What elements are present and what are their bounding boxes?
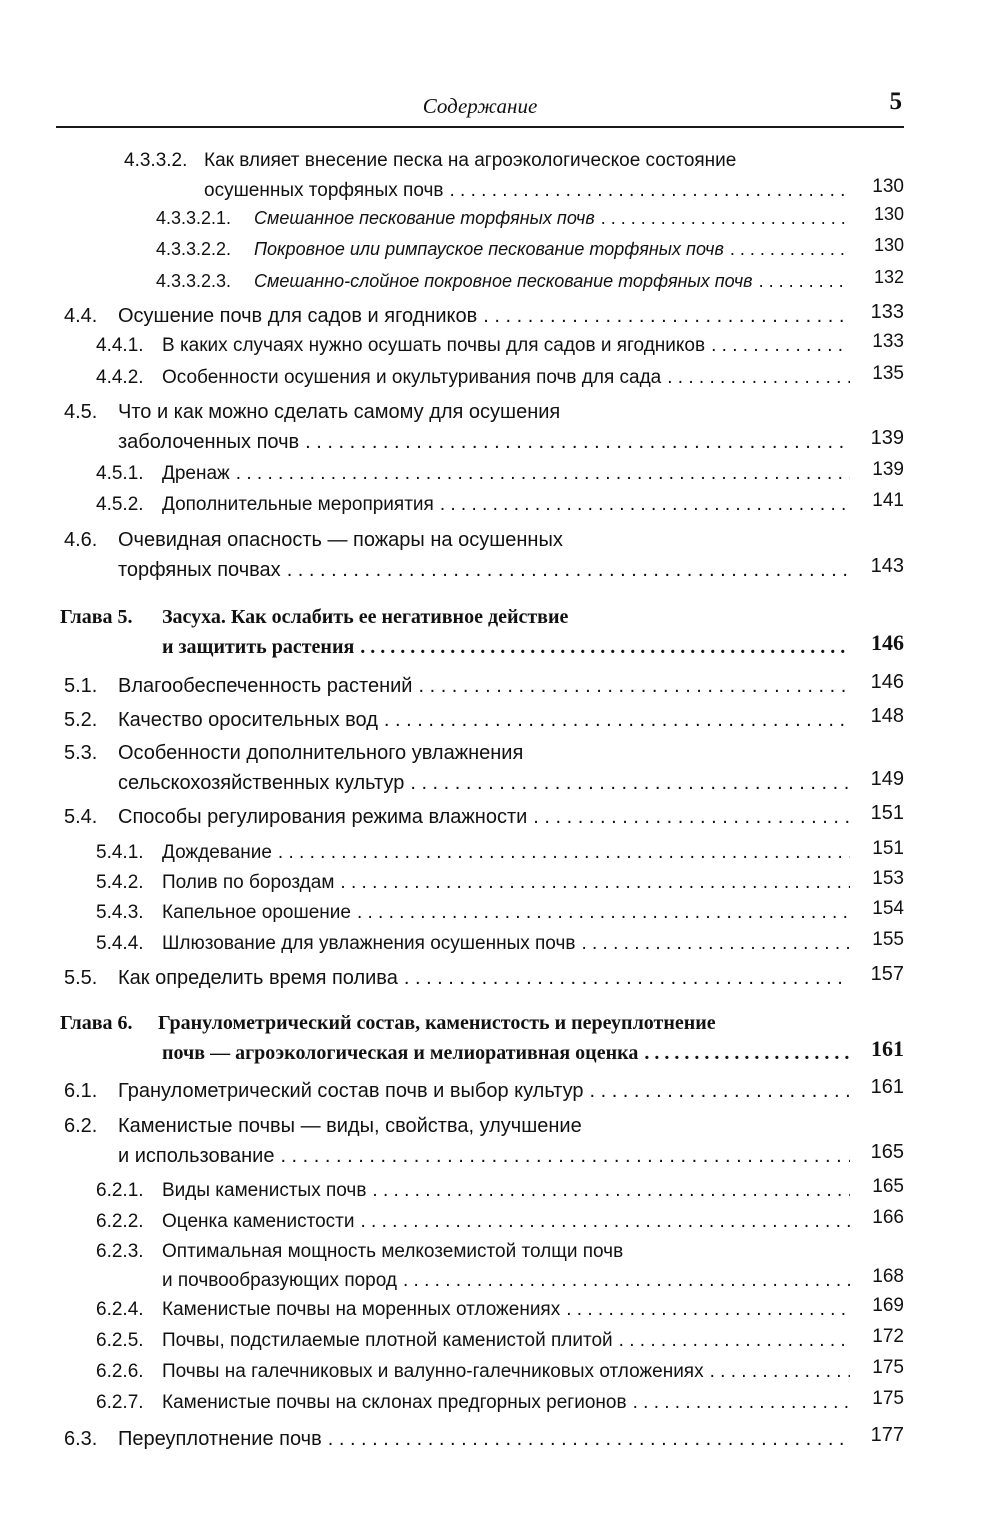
toc-entry-number: 5.4.: [64, 806, 98, 828]
header-rule: [56, 126, 904, 128]
toc-entry-leader-line: [254, 203, 856, 233]
toc-entry-title: Каменистые почвы — виды, свойства, улучшение: [118, 1115, 582, 1137]
toc-entry-leader-line: [118, 1076, 856, 1106]
toc-entry-leader-line: [162, 1207, 856, 1237]
toc-entry-leader-line: [118, 768, 856, 798]
toc-entry-number: 4.3.3.2.3.: [156, 271, 232, 291]
toc-entry-title: Гранулометрический состав почв и выбор культур: [118, 1080, 584, 1102]
toc-entry-title: Засуха. Как ослабить ее негативное действие: [162, 606, 569, 628]
toc-entry-title: Дополнительные мероприятия: [162, 494, 434, 515]
toc-entry-page: 133: [872, 331, 904, 352]
toc-entry-number: 4.3.3.2.: [124, 150, 188, 171]
toc-entry-leader-line: [162, 1295, 856, 1325]
toc-entry-page: 149: [870, 768, 904, 790]
dot-leader: [372, 1176, 850, 1206]
toc-entry-title: Каменистые почвы на моренных отложениях: [162, 1299, 561, 1320]
dot-leader: [236, 459, 850, 489]
toc-entry-leader-line: [162, 898, 856, 928]
toc-entry-title: Как определить время полива: [118, 967, 398, 989]
toc-entry-number: Глава 6.: [60, 1012, 133, 1034]
toc-entry-page: 130: [873, 204, 904, 224]
toc-entry-page: 153: [872, 868, 904, 889]
toc-entry-number: 6.2.7.: [96, 1392, 144, 1413]
toc-entry-number: 6.2.6.: [96, 1361, 144, 1382]
toc-entry-leader-line: [118, 671, 856, 701]
toc-entry-title: осушенных торфяных почв: [204, 180, 444, 201]
toc-entry-number: 4.3.3.2.2.: [156, 239, 232, 259]
dot-leader: [581, 929, 850, 959]
toc-entry-title: Полив по бороздам: [162, 872, 335, 893]
dot-leader: [305, 427, 850, 457]
toc-entry-title: Качество оросительных вод: [118, 709, 378, 731]
toc-entry-page: 161: [871, 1036, 904, 1061]
toc-entry-number: 4.5.1.: [96, 463, 144, 484]
toc-entry-title: Очевидная опасность — пожары на осушенных: [118, 529, 563, 551]
toc-entry-page: 132: [873, 267, 904, 287]
toc-entry-title: Капельное орошение: [162, 902, 351, 923]
toc-entry-title: Влагообеспеченность растений: [118, 675, 413, 697]
toc-entry-page: 151: [872, 838, 904, 859]
toc-entry-number: 6.2.1.: [96, 1180, 144, 1201]
toc-entry-title: Покровное или римпауское пескование торфяных почв: [254, 239, 724, 259]
toc-entry-page: 165: [872, 1176, 904, 1197]
dot-leader: [340, 868, 850, 898]
dot-leader: [566, 1295, 850, 1325]
toc-entry-title: Гранулометрический состав, каменистость и переуплотнение: [158, 1012, 716, 1034]
toc-entry-page: 133: [870, 301, 904, 323]
toc-entry-leader-line: [162, 1326, 856, 1356]
toc-entry-number: 6.2.5.: [96, 1330, 144, 1351]
toc-entry-title: сельскохозяйственных культур: [118, 772, 405, 794]
toc-entry-page: 169: [872, 1295, 904, 1316]
toc-entry-number: 5.4.3.: [96, 902, 144, 923]
toc-entry-number: 6.1.: [64, 1080, 98, 1102]
toc-entry-leader-line: [162, 838, 856, 868]
dot-leader: [644, 1038, 850, 1068]
dot-leader: [730, 234, 850, 264]
toc-entry-page: 175: [872, 1388, 904, 1409]
toc-entry-leader-line: [162, 459, 856, 489]
dot-leader: [450, 176, 851, 206]
dot-leader: [633, 1388, 850, 1418]
toc-entry-number: 5.1.: [64, 675, 98, 697]
toc-entry-number: Глава 5.: [60, 606, 133, 628]
toc-entry-title: Оценка каменистости: [162, 1211, 355, 1232]
toc-entry-number: 5.3.: [64, 742, 98, 764]
toc-entry-title: заболоченных почв: [118, 431, 300, 453]
toc-entry-title: Способы регулирования режима влажности: [118, 806, 528, 828]
toc-entry-title: Каменистые почвы на склонах предгорных регионов: [162, 1392, 627, 1413]
toc-entry-page: 141: [872, 490, 904, 511]
toc-entry-title: Переуплотнение почв: [118, 1428, 322, 1450]
toc-entry-leader-line: [162, 1357, 856, 1387]
dot-leader: [278, 838, 850, 868]
toc-entry-page: 139: [870, 427, 904, 449]
toc-entry-leader-line: [254, 234, 856, 264]
toc-entry-number: 6.2.2.: [96, 1211, 144, 1232]
dot-leader: [759, 266, 850, 296]
toc-entry-number: 5.2.: [64, 709, 98, 731]
toc-entry-number: 6.2.4.: [96, 1299, 144, 1320]
toc-entry-page: 172: [872, 1326, 904, 1347]
toc-entry-number: 6.2.3.: [96, 1241, 144, 1262]
toc-entry-number: 4.6.: [64, 529, 98, 551]
dot-leader: [711, 331, 850, 361]
toc-entry-page: 165: [870, 1141, 904, 1163]
toc-entry-leader-line: [162, 1388, 856, 1418]
toc-entry-number: 6.3.: [64, 1428, 98, 1450]
toc-entry-page: 143: [870, 555, 904, 577]
dot-leader: [601, 203, 850, 233]
dot-leader: [360, 632, 850, 662]
toc-entry-leader-line: [118, 963, 856, 993]
toc-entry-page: 161: [870, 1076, 904, 1098]
toc-entry-number: 5.4.2.: [96, 872, 144, 893]
toc-entry-leader-line: [118, 1141, 856, 1171]
dot-leader: [410, 768, 850, 798]
running-title: Содержание: [422, 94, 538, 118]
toc-entry-number: 5.5.: [64, 967, 98, 989]
toc-entry-page: 166: [872, 1207, 904, 1228]
toc-entry-number: 4.5.2.: [96, 494, 144, 515]
toc-entry-leader-line: [254, 266, 856, 296]
toc-entry-page: 146: [870, 671, 904, 693]
toc-entry-title: почв — агроэкологическая и мелиоративная оценка: [162, 1042, 639, 1064]
toc-entry-leader-line: [118, 555, 856, 585]
toc-entry-title: Как влияет внесение песка на агроэкологическое состояние: [204, 150, 737, 171]
toc-entry-title: Смешанно-слойное покровное пескование торфяных почв: [254, 271, 753, 291]
toc-entry-leader-line: [162, 1176, 856, 1206]
dot-leader: [280, 1141, 850, 1171]
toc-entry-number: 4.4.1.: [96, 335, 144, 356]
toc-entry-number: 4.4.: [64, 305, 98, 327]
toc-entry-leader-line: [162, 868, 856, 898]
toc-entry-number: 4.4.2.: [96, 367, 144, 388]
toc-entry-page: 139: [872, 459, 904, 480]
toc-entry-page: 157: [870, 963, 904, 985]
toc-entry-number: 6.2.: [64, 1115, 98, 1137]
toc-entry-leader-line: [118, 427, 856, 457]
dot-leader: [710, 1357, 850, 1387]
toc-entry-title: Особенности осушения и окультуривания почв для сада: [162, 367, 662, 388]
toc-entry-title: Дождевание: [162, 842, 272, 863]
dot-leader: [357, 898, 850, 928]
toc-entry-number: 5.4.4.: [96, 933, 144, 954]
toc-entry-title: Оптимальная мощность мелкоземистой толщи почв: [162, 1241, 624, 1262]
toc-entry-title: В каких случаях нужно осушать почвы для садов и ягодников: [162, 335, 706, 356]
toc-entry-page: 151: [870, 802, 904, 824]
dot-leader: [440, 490, 850, 520]
toc-entry-title: Осушение почв для садов и ягодников: [118, 305, 478, 327]
toc-entry-title: Виды каменистых почв: [162, 1180, 367, 1201]
toc-entry-title: и почвообразующих пород: [162, 1270, 397, 1291]
toc-entry-leader-line: [162, 1038, 856, 1068]
toc-entry-page: 155: [872, 929, 904, 950]
dot-leader: [384, 705, 850, 735]
toc-entry-number: 5.4.1.: [96, 842, 144, 863]
dot-leader: [619, 1326, 850, 1356]
dot-leader: [404, 963, 850, 993]
toc-entry-title: Почвы на галечниковых и валунно-галечниковых отложениях: [162, 1361, 704, 1382]
toc-entry-title: торфяных почвах: [118, 559, 281, 581]
toc-entry-leader-line: [162, 490, 856, 520]
toc-entry-leader-line: [118, 802, 856, 832]
toc-entry-leader-line: [162, 632, 856, 662]
toc-entry-leader-line: [162, 363, 856, 393]
dot-leader: [533, 802, 850, 832]
toc-entry-page: 130: [872, 176, 904, 197]
dot-leader: [418, 671, 850, 701]
toc-entry-title: и защитить растения: [162, 636, 355, 658]
dot-leader: [667, 363, 850, 393]
toc-entry-title: Особенности дополнительного увлажнения: [118, 742, 524, 764]
toc-entry-leader-line: [162, 929, 856, 959]
toc-entry-leader-line: [118, 1424, 856, 1454]
toc-entry-leader-line: [118, 301, 856, 331]
toc-entry-leader-line: [204, 176, 856, 206]
toc-entry-page: 168: [872, 1266, 904, 1287]
toc-entry-page: 154: [872, 898, 904, 919]
toc-entry-leader-line: [118, 705, 856, 735]
toc-entry-page: 148: [870, 705, 904, 727]
dot-leader: [361, 1207, 851, 1237]
page-number: 5: [889, 88, 902, 115]
toc-entry-title: Дренаж: [162, 463, 230, 484]
toc-entry-title: Почвы, подстилаемые плотной каменистой плитой: [162, 1330, 613, 1351]
dot-leader: [287, 555, 850, 585]
toc-entry-page: 177: [870, 1424, 904, 1446]
toc-entry-page: 130: [873, 235, 904, 255]
toc-entry-page: 175: [872, 1357, 904, 1378]
toc-entry-title: Смешанное пескование торфяных почв: [254, 208, 595, 228]
toc-entry-page: 146: [871, 630, 904, 655]
dot-leader: [328, 1424, 850, 1454]
dot-leader: [589, 1076, 850, 1106]
toc-entry-leader-line: [162, 1266, 856, 1296]
toc-entry-number: 4.3.3.2.1.: [156, 208, 232, 228]
toc-entry-page: 135: [872, 363, 904, 384]
toc-entry-leader-line: [162, 331, 856, 361]
dot-leader: [483, 301, 850, 331]
toc-entry-title: и использование: [118, 1145, 275, 1167]
toc-entry-title: Шлюзование для увлажнения осушенных почв: [162, 933, 576, 954]
toc-entry-title: Что и как можно сделать самому для осушения: [118, 401, 561, 423]
running-head: [56, 88, 904, 128]
toc-entry-number: 4.5.: [64, 401, 98, 423]
dot-leader: [403, 1266, 850, 1296]
